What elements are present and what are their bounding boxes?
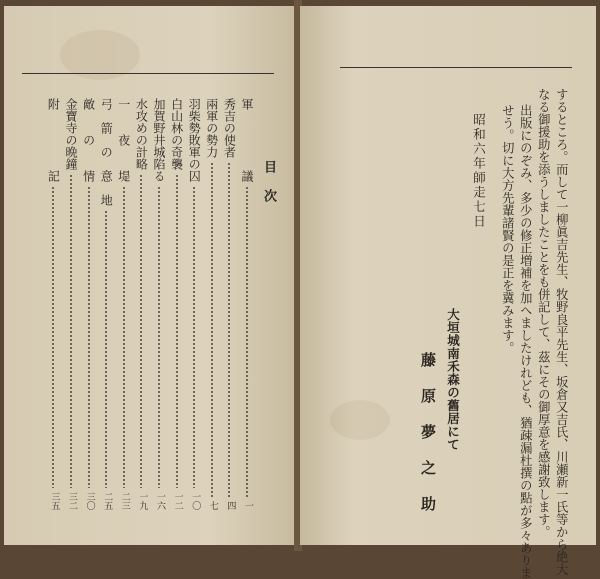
toc-entry-title: 白山林の奇襲 <box>169 98 184 170</box>
preface-place: 大垣城南禾森の舊居にて <box>445 308 461 451</box>
toc-entry-page: 一六 <box>155 492 165 510</box>
toc-leader-dots <box>176 174 178 488</box>
preface-top-rule <box>340 67 572 68</box>
toc-entry-page: 七 <box>207 501 218 510</box>
toc-entry-title: 秀吉の使者 <box>222 98 237 158</box>
toc-leader-dots <box>52 186 54 488</box>
toc-entry-page: 二三 <box>119 492 130 510</box>
toc-entry-title: 一 夜 堤 <box>116 98 131 182</box>
toc-leader-dots <box>246 186 248 497</box>
toc-leader-dots <box>70 174 72 488</box>
left-page <box>4 6 296 545</box>
toc-entry-page: 三〇 <box>84 492 95 510</box>
toc-entry-page: 一九 <box>137 492 148 510</box>
toc-leader-dots <box>211 162 213 497</box>
toc-entry-title: 羽柴勢敗軍の囚 <box>187 98 202 182</box>
toc-entry-title: 敵 の 情 <box>81 98 96 182</box>
toc-leader-dots <box>123 186 125 488</box>
toc-title: 目次 <box>261 160 276 218</box>
toc-entry-page: 三二 <box>67 492 77 510</box>
toc-entry-title: 軍 議 <box>240 98 254 182</box>
toc-entry-title: 弓 箭 の 意 地 <box>99 98 114 206</box>
toc-entry-title: 加賀野井城陷る <box>152 98 166 182</box>
preface-line-4: せう。切に大方先輩諸賢の是正を冀みます。 <box>500 104 515 354</box>
toc-entry-page: 一 <box>243 501 253 510</box>
toc-entry-page: 一二 <box>172 492 183 510</box>
toc-top-rule <box>22 73 274 74</box>
toc-entry-page: 二五 <box>102 492 113 510</box>
toc-entry-page: 三五 <box>49 492 60 510</box>
toc-leader-dots <box>88 186 90 488</box>
toc-leader-dots <box>158 186 160 488</box>
toc-entry-title: 兩軍の勢力 <box>204 98 219 158</box>
toc-leader-dots <box>193 186 195 488</box>
toc-entry-page: 四 <box>225 501 236 510</box>
toc-leader-dots <box>105 210 107 488</box>
preface-line-2: なる御援助を添うしましたことをも併記して、茲にその御厚意を感謝致します。 <box>536 88 551 538</box>
toc-entry-title: 金寶寺の晩鐘 <box>64 98 78 170</box>
preface-line-1: するところ。而して一柳眞吉先生、牧野良平先生、坂倉又吉氏、川瀬新一氏等から絶大 <box>554 88 569 576</box>
preface-date: 昭和六年師走七日 <box>471 113 487 229</box>
toc-leader-dots <box>228 162 230 497</box>
toc-entry-title: 附 記 <box>46 98 61 182</box>
preface-author: 藤 原 夢 之 助 <box>419 352 437 514</box>
toc-entry-page: 一〇 <box>190 492 201 510</box>
paper-stain <box>330 400 390 440</box>
right-page <box>300 6 596 545</box>
preface-line-3: 出版にのぞみ、多少の修正増補を加へましたけれども、猶疎漏杜撰の點が多々ありま <box>518 104 533 579</box>
toc-entry-title: 水攻めの計略 <box>134 98 149 170</box>
toc-leader-dots <box>140 174 142 488</box>
